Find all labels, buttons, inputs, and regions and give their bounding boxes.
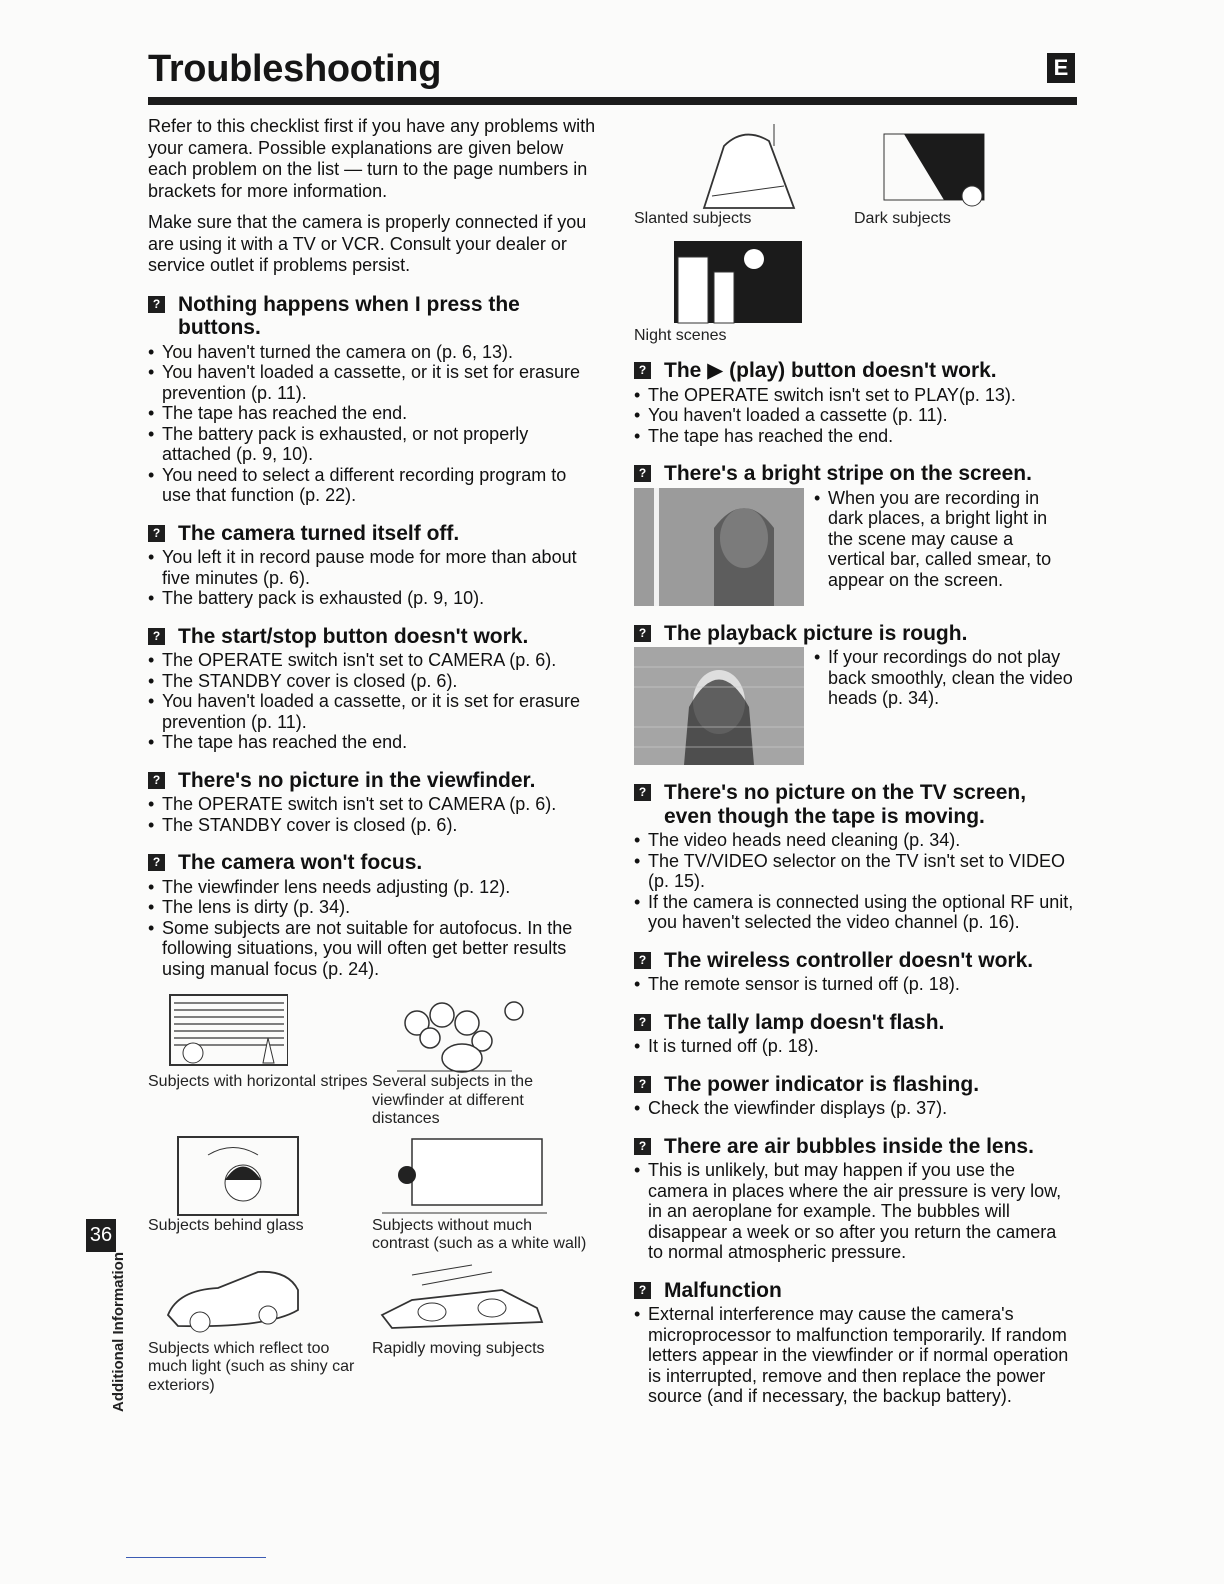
title-rule — [148, 97, 1077, 105]
cause-item: • The TV/VIDEO selector on the TV isn't set to VIDEO (p. 15). — [634, 851, 1074, 892]
cause-list — [148, 342, 598, 506]
cause-item: • You left it in record pause mode for more than about five minutes (p. 6). — [148, 547, 598, 588]
problem-heading: ? There's a bright stripe on the screen. — [634, 462, 1074, 486]
figure-caption: Subjects without much contrast (such as a white wall) — [372, 1216, 587, 1252]
figure-caption: Subjects which reflect too much light (such as shiny car exteriors) — [148, 1339, 355, 1394]
white-wall-illustration — [372, 1135, 552, 1217]
flowers-dog-illustration — [372, 993, 532, 1073]
autofocus-figures — [148, 993, 598, 1395]
question-icon: ? — [634, 1014, 651, 1031]
figure — [372, 1135, 592, 1254]
question-icon: ? — [634, 1138, 651, 1155]
cause-item: • The battery pack is exhausted, or not properly attached (p. 9, 10). — [148, 424, 598, 465]
cause-item: • The tape has reached the end. — [148, 403, 598, 424]
cause-list — [814, 488, 1074, 606]
question-icon: ? — [634, 362, 651, 379]
figure-caption: Slanted subjects — [634, 210, 752, 227]
cause-list — [634, 1036, 1074, 1057]
cause-item: • External interference may cause the camera's microprocessor to malfunction temporarily. If random letters appear in the viewfinder or if normal operation is interrupted, remove and then replace the power source (and if necessary, the backup battery). — [634, 1304, 1074, 1407]
cause-item: • You haven't loaded a cassette, or it is set for erasure prevention (p. 11). — [148, 691, 598, 732]
problem-heading: ? The camera won't focus. — [148, 851, 598, 875]
cause-item: • You haven't loaded a cassette (p. 11). — [634, 405, 1074, 426]
cause-list — [634, 1098, 1074, 1119]
cause-item: • The OPERATE switch isn't set to CAMERA (p. 6). — [148, 650, 598, 671]
problem-heading: ? The camera turned itself off. — [148, 522, 598, 546]
cause-list — [634, 1160, 1074, 1263]
cause-item: • The lens is dirty (p. 34). — [148, 897, 598, 918]
question-icon: ? — [634, 952, 651, 969]
cause-item: • Check the viewfinder displays (p. 37). — [634, 1098, 1074, 1119]
cause-list — [148, 650, 598, 753]
problem-heading: ? There's no picture on the TV screen, even though the tape is moving. — [634, 781, 1074, 828]
problem-heading: ? The wireless controller doesn't work. — [634, 949, 1074, 973]
problem-heading: ? The tally lamp doesn't flash. — [634, 1011, 1074, 1035]
cause-list — [634, 974, 1074, 995]
cause-list — [148, 547, 598, 609]
figure-caption: Subjects with horizontal stripes — [148, 1073, 368, 1090]
cause-item: • It is turned off (p. 18). — [634, 1036, 1074, 1057]
language-badge: E — [1047, 53, 1075, 83]
cause-item: • The STANDBY cover is closed (p. 6). — [148, 671, 598, 692]
question-icon: ? — [148, 772, 165, 789]
cause-item: • The viewfinder lens needs adjusting (p. 12). — [148, 877, 598, 898]
cause-item: • The remote sensor is turned off (p. 18). — [634, 974, 1074, 995]
question-icon: ? — [634, 625, 651, 642]
cause-list — [634, 385, 1074, 447]
cause-item: • You need to select a different recording program to use that function (p. 22). — [148, 465, 598, 506]
page-number-tab: 36 — [86, 1219, 116, 1252]
figure — [854, 116, 1074, 229]
left-column — [148, 116, 598, 1395]
figure — [634, 237, 854, 346]
cause-item: • This is unlikely, but may happen if you use the camera in places where the air pressure is very low, in an aeroplane for example. The bubbles will disappear a week or so after you return the camera to normal atmospheric pressure. — [634, 1160, 1074, 1263]
figure-caption: Several subjects in the viewfinder at different distances — [372, 1073, 533, 1127]
cause-item: • The tape has reached the end. — [634, 426, 1074, 447]
problem-heading: ? The start/stop button doesn't work. — [148, 625, 598, 649]
problem-heading: ? Nothing happens when I press the buttons. — [148, 293, 598, 340]
cause-item: • You haven't turned the camera on (p. 6, 13). — [148, 342, 598, 363]
problem-heading: ? Malfunction — [634, 1279, 1074, 1303]
autofocus-figures-right — [634, 116, 1074, 345]
dark-subject-illustration — [854, 116, 994, 210]
cause-item: • If your recordings do not play back smoothly, clean the video heads (p. 34). — [814, 647, 1074, 709]
cause-item: • Some subjects are not suitable for autofocus. In the following situations, you will often get better results using manual focus (p. 24). — [148, 918, 598, 980]
cause-item: • When you are recording in dark places, a bright light in the scene may cause a vertical bar, called smear, to appear on the screen. — [814, 488, 1074, 591]
section-label: Additional Information — [110, 1252, 127, 1412]
night-scene-illustration — [634, 237, 804, 327]
cause-item: • You haven't loaded a cassette, or it is set for erasure prevention (p. 11). — [148, 362, 598, 403]
figure — [372, 1260, 592, 1396]
figure — [372, 993, 592, 1129]
cause-item: • The tape has reached the end. — [148, 732, 598, 753]
shiny-car-illustration — [148, 1260, 318, 1340]
cause-item: • The video heads need cleaning (p. 34). — [634, 830, 1074, 851]
figure — [148, 1135, 368, 1254]
person-behind-glass-illustration — [148, 1135, 308, 1217]
striped-window-illustration — [148, 993, 288, 1073]
intro-paragraph: Refer to this checklist first if you have any problems with your camera. Possible explanations are given below each problem on the list — turn to the page numbers in brackets for more information. — [148, 116, 596, 201]
problem-heading: ? The ▶ (play) button doesn't work. — [634, 359, 1074, 383]
smear-photo — [634, 488, 804, 606]
figure-caption: Night scenes — [634, 326, 727, 344]
slanted-ship-illustration — [634, 116, 804, 210]
footer-line — [126, 1557, 266, 1558]
cause-item: • The OPERATE switch isn't set to CAMERA (p. 6). — [148, 794, 598, 815]
cause-list — [148, 877, 598, 980]
cause-item: • The STANDBY cover is closed (p. 6). — [148, 815, 598, 836]
photo-with-text — [634, 647, 1074, 765]
question-icon: ? — [634, 784, 651, 801]
cause-list — [814, 647, 1074, 765]
cause-item: • If the camera is connected using the optional RF unit, you haven't selected the video channel (p. 16). — [634, 892, 1074, 933]
figure-caption: Rapidly moving subjects — [372, 1339, 545, 1357]
cause-list — [634, 830, 1074, 933]
rough-playback-photo — [634, 647, 804, 765]
cause-item: • The OPERATE switch isn't set to PLAY(p. 13). — [634, 385, 1074, 406]
page-title: Troubleshooting — [148, 48, 442, 90]
figure — [148, 993, 368, 1129]
question-icon: ? — [148, 296, 165, 313]
intro-paragraph: Make sure that the camera is properly connected if you are using it with a TV or VCR. Consult your dealer or service outlet if problems persist. — [148, 212, 587, 275]
question-icon: ? — [148, 525, 165, 542]
question-icon: ? — [634, 1282, 651, 1299]
problem-heading: ? The power indicator is flashing. — [634, 1073, 1074, 1097]
question-icon: ? — [148, 854, 165, 871]
photo-with-text — [634, 488, 1074, 606]
figure — [634, 116, 854, 229]
right-column — [634, 116, 1074, 1407]
cause-item: • The battery pack is exhausted (p. 9, 10). — [148, 588, 598, 609]
figure — [148, 1260, 368, 1396]
problem-heading: ? There are air bubbles inside the lens. — [634, 1135, 1074, 1159]
problem-heading: ? There's no picture in the viewfinder. — [148, 769, 598, 793]
cause-list — [634, 1304, 1074, 1407]
figure-caption: Dark subjects — [854, 210, 951, 227]
question-icon: ? — [634, 1076, 651, 1093]
moving-car-illustration — [372, 1260, 562, 1340]
question-icon: ? — [634, 465, 651, 482]
problem-heading: ? The playback picture is rough. — [634, 622, 1074, 646]
cause-list — [148, 794, 598, 835]
question-icon: ? — [148, 628, 165, 645]
figure-caption: Subjects behind glass — [148, 1216, 304, 1234]
